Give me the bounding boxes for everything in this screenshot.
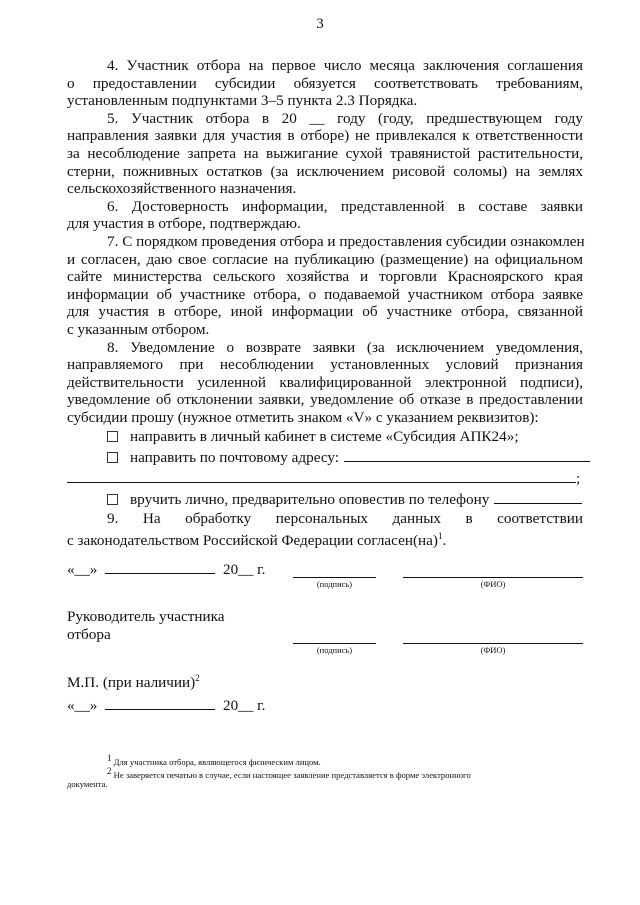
- text-line: для участия в отборе, иной информации об участнике отбора, связанной: [67, 303, 583, 321]
- text-line: 5. Участник отбора в 20 __ году (году, предшествующем году: [107, 109, 583, 127]
- page-number: 3: [316, 16, 324, 32]
- name-caption-1: (ФИО): [480, 579, 506, 589]
- text-line: за несоблюдение запрета на выжигание сухой травянистой растительности,: [67, 144, 583, 162]
- text-line: стерни, пожнивных остатков (за исключением рисовой соломы) на землях: [67, 162, 583, 180]
- year-blank: 20__ г.: [222, 561, 266, 578]
- text-line: действительности усиленной квалифицированной электронной подписи),: [67, 373, 583, 391]
- option-label: вручить лично, предварительно оповестив по телефону: [130, 491, 490, 509]
- stamp-label: [67, 673, 200, 692]
- text-line: субсидии прошу (нужное отметить знаком «V» с указанием реквизитов):: [67, 408, 539, 426]
- address-end: ;: [576, 470, 581, 488]
- head-label-2: отбора: [67, 626, 111, 643]
- text-line: установленным подпунктами 3–5 пункта 2.3 Порядка.: [67, 92, 418, 110]
- footnote-ref-1: 1: [437, 531, 443, 542]
- footnote-2: [107, 765, 583, 782]
- footnote-ref-2: 2: [195, 673, 200, 683]
- text-line: сайте министерства сельского хозяйства и торговли Красноярского края: [67, 268, 583, 286]
- text-line: для участия в отборе, подтверждаю.: [67, 215, 301, 233]
- checkbox[interactable]: [107, 431, 118, 442]
- return-option-3: [67, 489, 583, 510]
- signature-line-1: [293, 577, 376, 578]
- signature-caption-2: (подпись): [316, 645, 353, 655]
- text-line: [67, 528, 583, 550]
- signature-caption-1: (подпись): [316, 579, 353, 589]
- paragraph-p4: [67, 57, 583, 110]
- stamp-text: М.П. (при наличии): [67, 674, 196, 692]
- name-line-2: [403, 643, 583, 644]
- text-line: сельскохозяйственного назначения.: [67, 180, 297, 198]
- footnote-2-continuation: документа.: [67, 779, 108, 789]
- footnote-text: Для участника отбора, являющегося физическим лицом.: [113, 756, 321, 767]
- paragraph-p8: [67, 339, 583, 427]
- text-line: уведомление об отклонении заявки, уведомление об отказе в предоставлении: [67, 391, 583, 409]
- text-line: 8. Уведомление о возврате заявки (за исключением уведомления,: [107, 338, 583, 356]
- address-field-continued[interactable]: [67, 470, 576, 483]
- text-line: 7. С порядком проведения отбора и предоставления субсидии ознакомлен: [107, 232, 585, 250]
- paragraph-p7: [67, 233, 583, 339]
- name-line-1: [403, 577, 583, 578]
- name-caption-2: (ФИО): [480, 645, 506, 655]
- checkbox[interactable]: [107, 452, 118, 463]
- checkbox[interactable]: [107, 494, 118, 505]
- day-blank: «__»: [67, 561, 98, 578]
- paragraph-p5: [67, 110, 583, 198]
- return-option-1: [67, 426, 583, 447]
- year-blank: 20__ г.: [222, 697, 266, 714]
- date-field-1: [67, 561, 265, 579]
- text-line: и согласен, даю свое согласие на публикацию (размещение) на официальном: [67, 250, 583, 268]
- month-blank: [105, 697, 215, 710]
- month-blank: [105, 561, 215, 574]
- paragraph-p9: [67, 510, 583, 550]
- text-line: информации об участнике отбора, о подаваемой участником отбора заявке: [67, 285, 583, 303]
- text-line: направляемого при несоблюдении установленных условий признания: [67, 356, 583, 374]
- text-line: 4. Участник отбора на первое число месяца заключения соглашения: [107, 57, 583, 74]
- phone-field[interactable]: [494, 491, 582, 504]
- address-field[interactable]: [344, 449, 590, 462]
- signature-line-2: [293, 643, 376, 644]
- text-line: о предоставлении субсидии обязуется соответствовать требованиям,: [67, 74, 583, 92]
- footnote-mark: 1: [107, 753, 112, 763]
- return-option-2: [67, 447, 583, 468]
- text-line: 6. Достоверность информации, представленной в составе заявки: [107, 197, 583, 215]
- text-line: с указанным отбором.: [67, 320, 210, 338]
- consent-text: с законодательством Российской Федерации согласен(на): [67, 532, 438, 550]
- option-label: направить в личный кабинет в системе «Субсидия АПК24»;: [130, 428, 519, 446]
- text-line: 9. На обработку персональных данных в соответствии: [107, 510, 583, 528]
- text-line: направления заявки для участия в отборе) не привлекался к ответственности: [67, 127, 583, 145]
- date-field-2: [67, 697, 265, 715]
- document-body: [67, 57, 585, 550]
- consent-end: .: [442, 532, 447, 550]
- footnote-text: Не заверяется печатью в случае, если настоящее заявление представляется в форме электронного: [113, 769, 471, 780]
- address-field-line-2: [67, 468, 583, 489]
- paragraph-p6: [67, 198, 583, 233]
- option-label: направить по почтовому адресу:: [130, 449, 340, 467]
- head-label: Руководитель участника: [67, 608, 225, 625]
- day-blank: «__»: [67, 697, 98, 714]
- footnote-mark: 2: [107, 766, 112, 776]
